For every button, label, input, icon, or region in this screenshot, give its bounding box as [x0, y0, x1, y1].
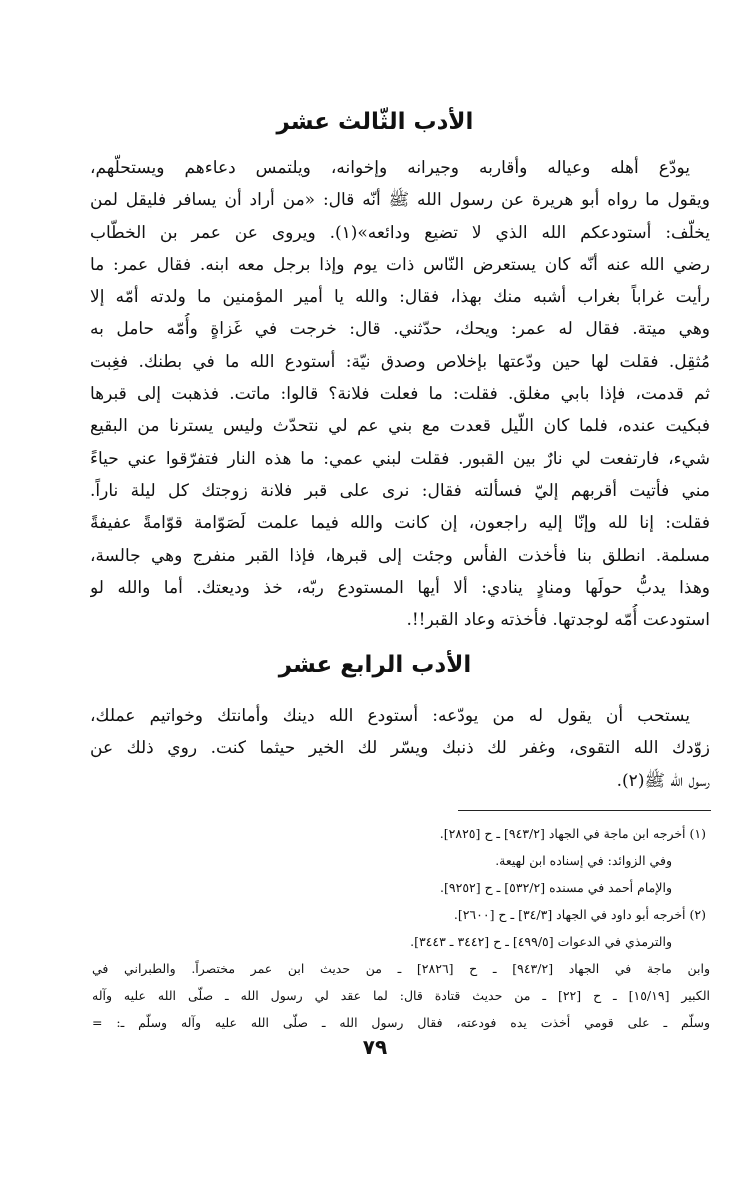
body-line: فقلت: إنا لله وإنّا إليه راجعون، إن كانت والله فيما علمت لَصَوّامة قوّامةً عفيفةً	[90, 513, 710, 534]
body-line: مسلمة. انطلق بنا فأخذت الفأس وجئت إلى قبرها، فإذا القبر منفرج وهي جالسة،	[90, 545, 710, 566]
footnotes	[92, 820, 710, 1036]
section-14-body	[90, 700, 710, 797]
body-line: يودّع أهله وعياله وأقاربه وجيرانه وإخوانه، ويلتمس دعاءهم ويستحلّهم،	[90, 158, 690, 178]
body-line: يخلّف: أستودعكم الله الذي لا تضيع ودائعه»(١). ويروى عن عمر بن الخطّاب	[90, 222, 710, 243]
footnote-line: وفي الزوائد: في إسناده ابن لهيعة.	[495, 853, 672, 868]
body-line: فبكيت عنده، فلما كان اللّيل قعدت مع بني عم لي نتحدّث وليس يسترنا من البقيع	[90, 416, 710, 437]
footnote-line: (٢) أخرجه أبو داود في الجهاد [٣٤/٣] ـ ح [٢٦٠٠].	[453, 907, 706, 922]
body-line: مني فأتيت أقربهم إليّ فسألته فقال: نرى على قبر فلانة زوجتك كل ليلة ناراً.	[90, 480, 710, 501]
section-13-body	[90, 152, 710, 636]
body-line: رسول الله ﷺ(٢).	[616, 770, 710, 791]
body-line: رضي الله عنه أنّه كان يستعرض النّاس ذات يوم وإذا برجل معه ابنه. فقال عمر: ما	[90, 254, 710, 275]
body-line: يستحب أن يقول له من يودّعه: أستودع الله دينك وأمانتك وخواتيم عملك،	[90, 706, 690, 726]
page-number: ٧٩	[362, 1035, 388, 1059]
body-line: زوّدك الله التقوى، وغفر لك ذنبك ويسّر لك الخير حيثما كنت. روي ذلك عن	[90, 738, 710, 759]
footnote-line: وابن ماجة في الجهاد [٩٤٣/٢] ـ ح [٢٨٢٦] ـ من حديث ابن عمر مختصراً. والطبراني في	[92, 961, 710, 976]
body-line: مُثقِل. فقلت لها حين ودّعتها بإخلاص وصدق نيّة: أستودع الله ما في بطنك. فغِبت	[90, 351, 710, 372]
footnote-line: (١) أخرجه ابن ماجة في الجهاد [٩٤٣/٢] ـ ح [٢٨٢٥].	[439, 826, 706, 841]
footnote-line: الكبير [١٥/١٩] ـ ح [٢٢] ـ من حديث قتادة قال: لما عقد لي رسول الله ـ صلّى الله عليه وآله	[92, 988, 710, 1003]
body-line: شيء، فارتفعت لي نارٌ بين القبور. فقلت لبني عمي: ما هذه النار فتفرّقوا عني حياءً	[90, 448, 710, 469]
body-line: رأيت غراباً بغراب أشبه منك بهذا، فقال: والله يا أمير المؤمنين ما ولدته أمّه إلا	[90, 287, 710, 308]
body-line: ويقول ما رواه أبو هريرة عن رسول الله ﷺ أنّه قال: «من أراد أن يسافر فليقل لمن	[90, 190, 710, 211]
body-line: وهي ميتة. فقال له عمر: ويحك، حدّثني. قال: خرجت في غَزاةٍ وأُمّه حامل به	[90, 319, 710, 340]
body-line: ثم قدمت، فإذا بابي مغلق. فقلت: ما فعلت فلانة؟ قالوا: ماتت. فذهبت إلى قبرها	[90, 384, 710, 405]
footnote-line: وسلّم ـ على قومي أخذت يده فودعته، فقال رسول الله ـ صلّى الله عليه وآله وسلّم ـ: =	[92, 1015, 710, 1030]
body-line: استودعت أُمّه لوجدتها. فأخذته وعاد القبر!!.	[406, 610, 710, 631]
body-line: وهذا يدبُّ حولَها ومنادٍ ينادي: ألا أيها المستودع ربّه، خذ وديعتك. أما والله لو	[90, 577, 710, 598]
footnote-separator	[458, 810, 711, 811]
section-heading-14: الأدب الرابع عشر	[278, 652, 472, 678]
footnote-line: والإمام أحمد في مسنده [٥٣٢/٢] ـ ح [٩٢٥٢].	[440, 880, 672, 895]
section-heading-13: الأدب الثّالث عشر	[276, 109, 474, 135]
footnote-line: والترمذي في الدعوات [٤٩٩/٥] ـ ح [٣٤٤٢ ـ ٣٤٤٣].	[410, 934, 672, 949]
